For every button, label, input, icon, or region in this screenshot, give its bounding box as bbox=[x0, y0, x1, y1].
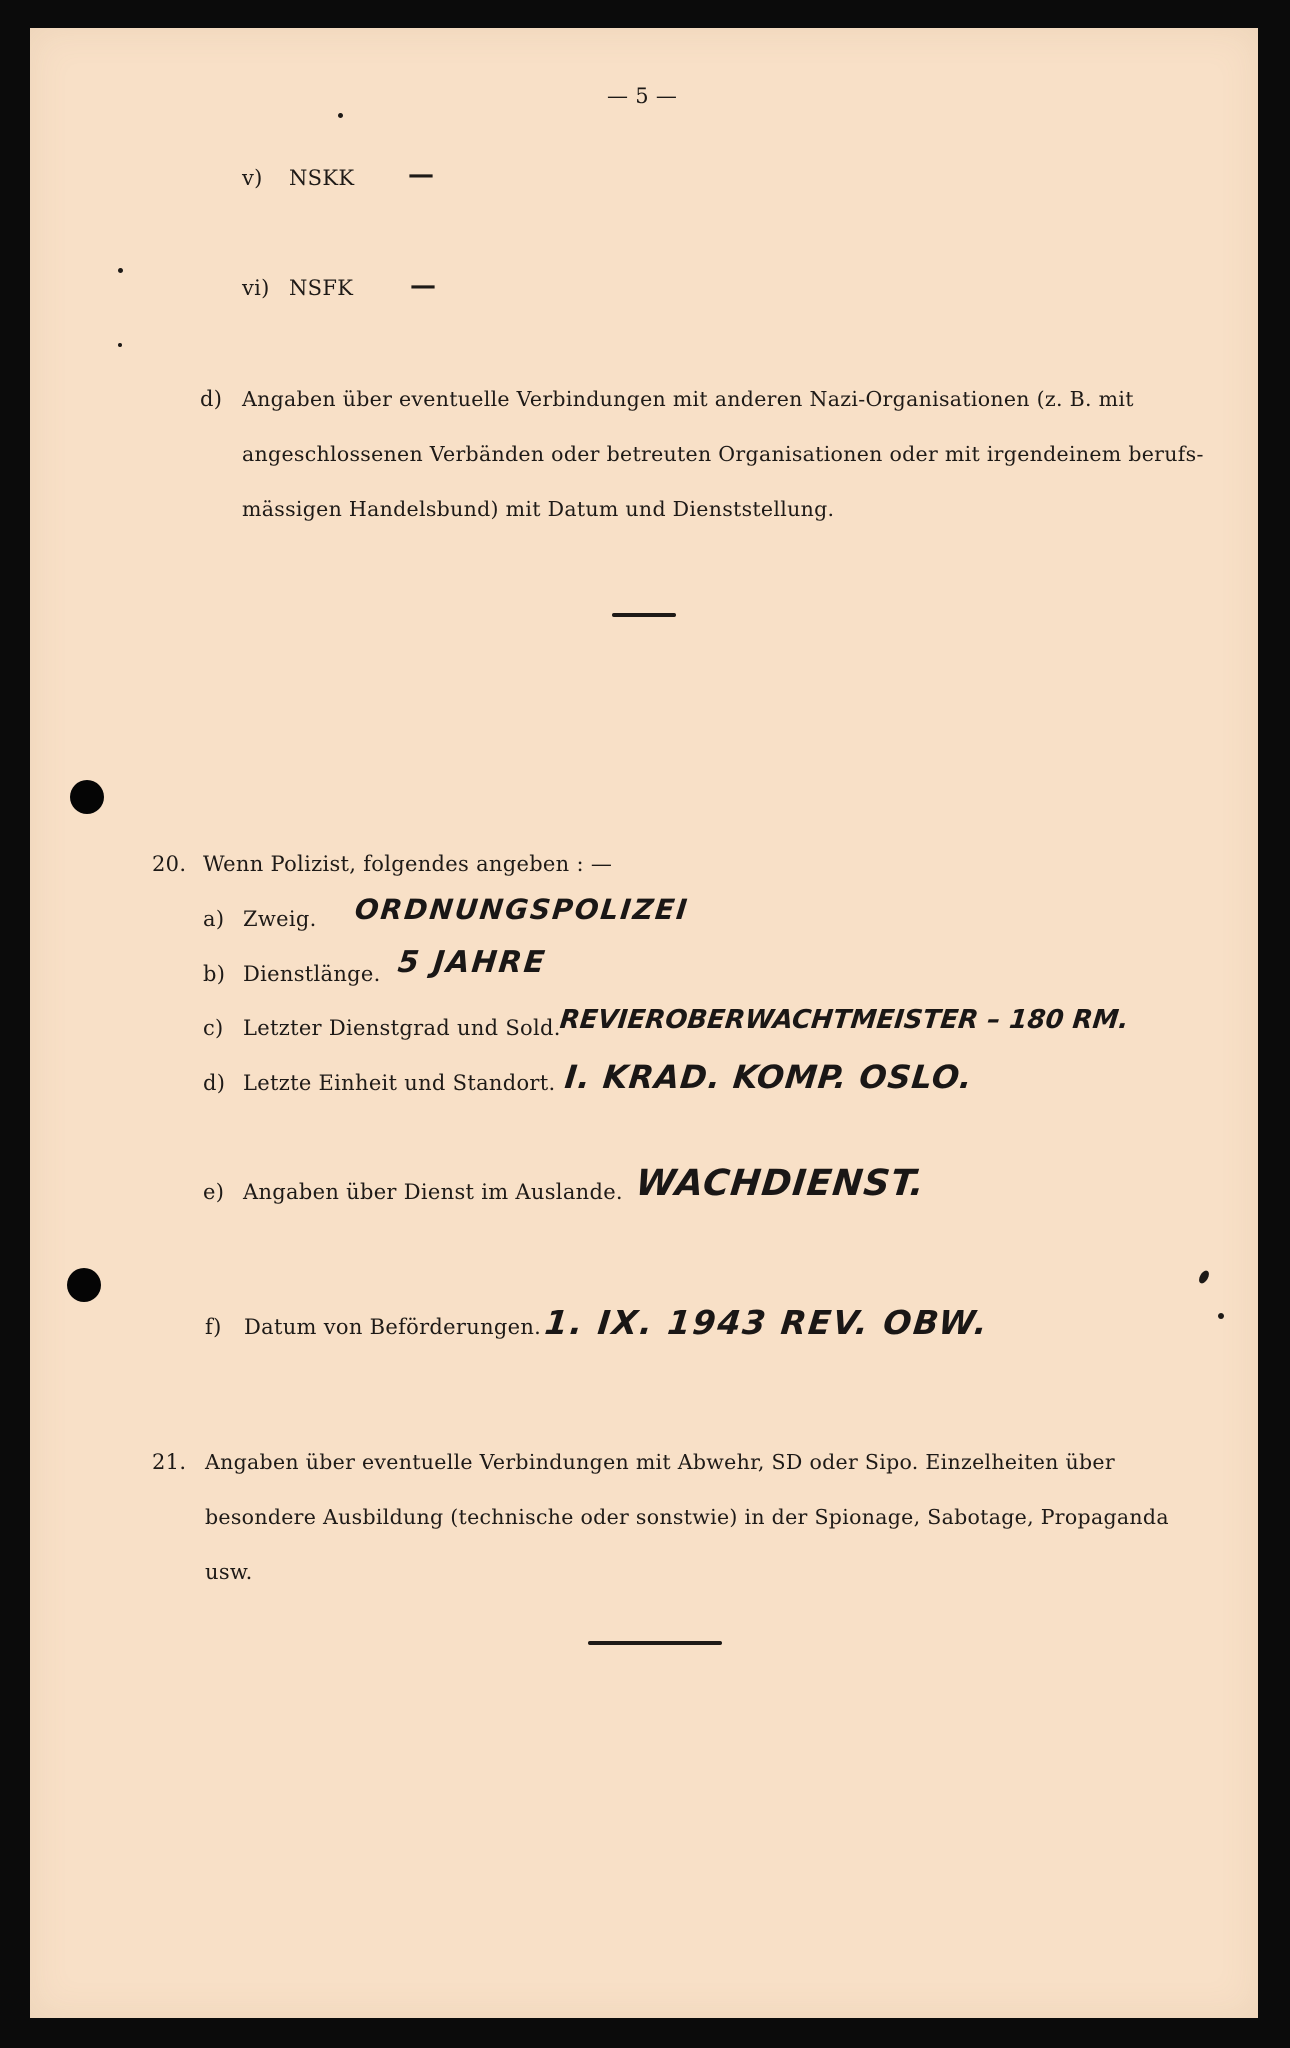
ink-speck bbox=[118, 268, 123, 273]
item-20e-question: Angaben über Dienst im Auslande. bbox=[243, 1180, 623, 1204]
section-21-number: 21. bbox=[152, 1450, 187, 1474]
item-vi-answer: — bbox=[410, 271, 437, 301]
item-20a-answer: ORDNUNGSPOLIZEI bbox=[353, 893, 691, 926]
section-20-intro: Wenn Polizist, folgendes angeben : — bbox=[203, 852, 613, 876]
item-20e-label: e) bbox=[203, 1180, 225, 1204]
item-d-line2: angeschlossenen Verbänden oder betreuten Organisationen oder mit irgendeinem berufs- bbox=[242, 442, 1204, 466]
item-20e-answer: WACHDIENST. bbox=[633, 1163, 927, 1204]
item-d-line3: mässigen Handelsbund) mit Datum und Dienststellung. bbox=[242, 497, 835, 521]
item-v-org: NSKK bbox=[289, 166, 355, 190]
item-d-line1: Angaben über eventuelle Verbindungen mit anderen Nazi-Organisationen (z. B. mit bbox=[242, 387, 1134, 411]
section-21-line1: Angaben über eventuelle Verbindungen mit Abwehr, SD oder Sipo. Einzelheiten über bbox=[205, 1450, 1115, 1474]
item-20d-answer: I. KRAD. KOMP. OSLO. bbox=[563, 1058, 975, 1096]
item-v-label: v) bbox=[242, 166, 263, 190]
section-21-line3: usw. bbox=[205, 1560, 253, 1584]
item-d-label: d) bbox=[200, 387, 223, 411]
item-20d-question: Letzte Einheit und Standort. bbox=[243, 1071, 556, 1095]
section-20-number: 20. bbox=[152, 852, 187, 876]
item-vi-label: vi) bbox=[242, 276, 270, 300]
ink-speck bbox=[338, 113, 343, 118]
end-divider bbox=[588, 1641, 722, 1645]
punch-hole-lower bbox=[67, 1268, 101, 1302]
item-20f-question: Datum von Beförderungen. bbox=[244, 1315, 542, 1339]
item-20a-question: Zweig. bbox=[243, 907, 317, 931]
item-20f-label: f) bbox=[205, 1315, 222, 1339]
item-20b-question: Dienstlänge. bbox=[243, 962, 381, 986]
item-vi-org: NSFK bbox=[289, 276, 354, 300]
item-20c-label: c) bbox=[203, 1016, 224, 1040]
section-divider bbox=[612, 613, 676, 617]
punch-hole-upper bbox=[70, 780, 104, 814]
item-20d-label: d) bbox=[203, 1071, 226, 1095]
item-v-answer: — bbox=[408, 160, 435, 190]
item-20c-answer: REVIEROBERWACHTMEISTER – 180 RM. bbox=[558, 1005, 1131, 1035]
item-20a-label: a) bbox=[203, 907, 225, 931]
item-20c-question: Letzter Dienstgrad und Sold. bbox=[243, 1016, 561, 1040]
item-20f-answer: 1. IX. 1943 REV. OBW. bbox=[542, 1303, 991, 1342]
item-20b-label: b) bbox=[203, 962, 226, 986]
ink-speck bbox=[1218, 1313, 1224, 1319]
item-20b-answer: 5 JAHRE bbox=[396, 945, 549, 980]
ink-speck bbox=[118, 343, 122, 347]
section-21-line2: besondere Ausbildung (technische oder sonstwie) in der Spionage, Sabotage, Propaganda bbox=[205, 1505, 1169, 1529]
page-number: — 5 — bbox=[607, 84, 678, 108]
